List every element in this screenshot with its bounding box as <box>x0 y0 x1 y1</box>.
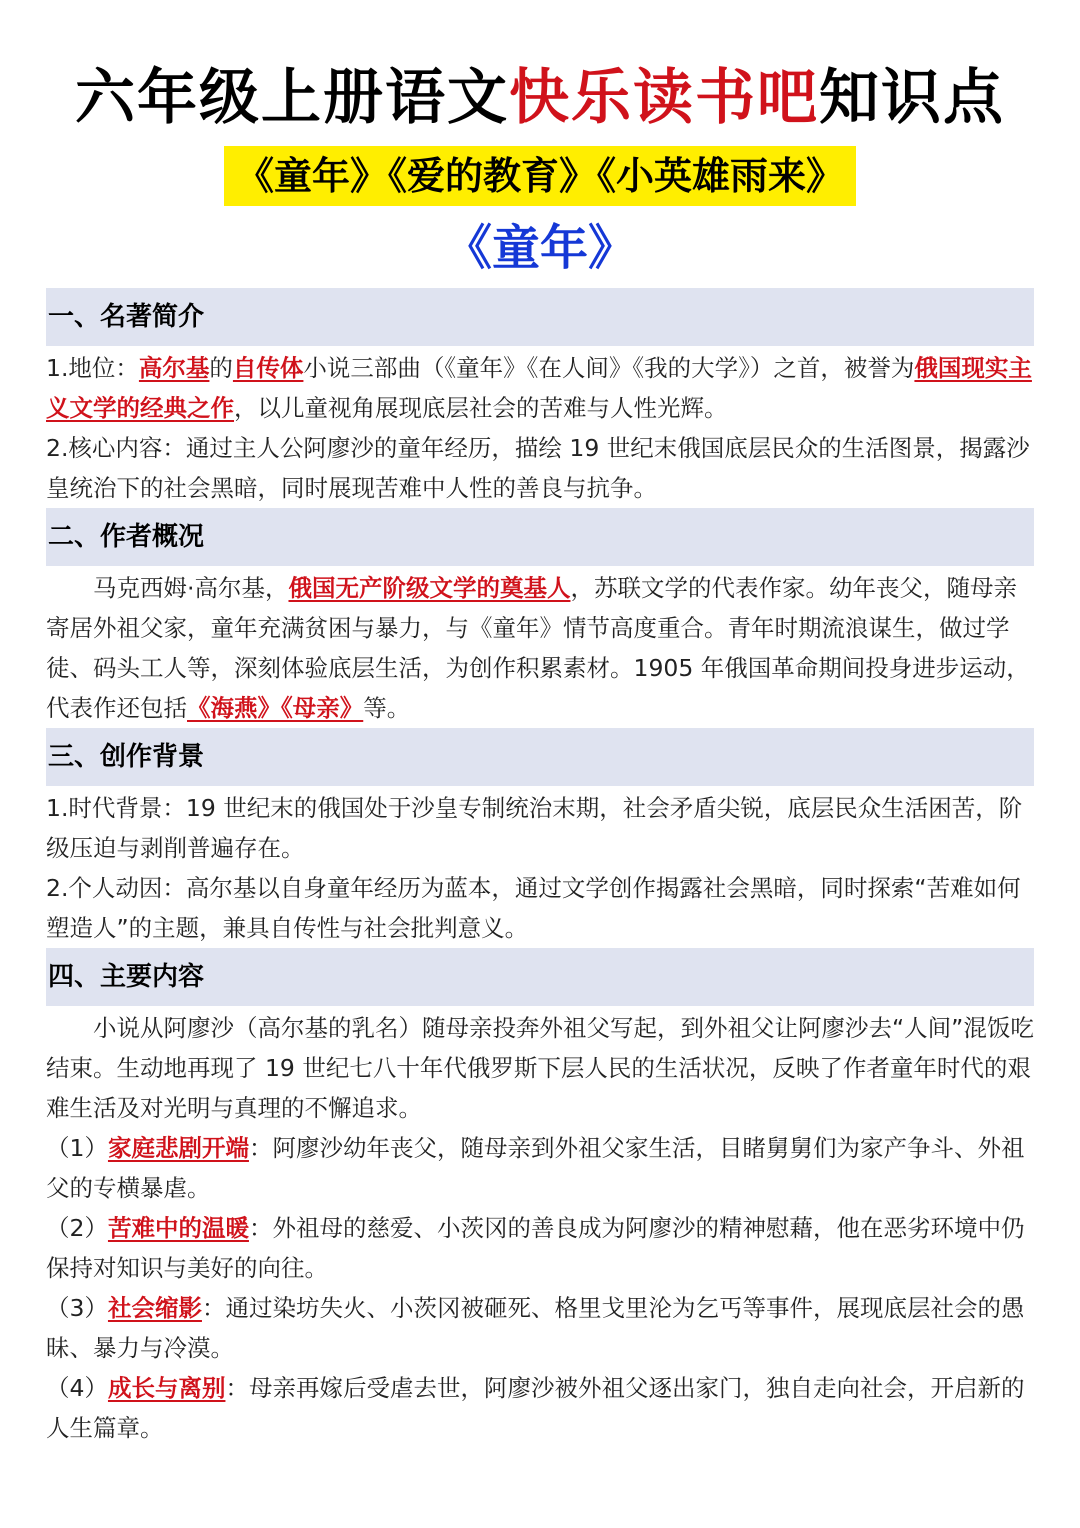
text: 马克西姆·高尔基， <box>93 574 289 602</box>
title-part2: 知识点 <box>819 63 1005 133</box>
books-banner: 《童年》《爱的教育》《小英雄雨来》 <box>224 146 856 206</box>
highlight-text: 俄国无产阶级文学的奠基人 <box>288 574 571 602</box>
title-part1: 六年级上册语文 <box>75 63 509 133</box>
background-era-paragraph: 1.时代背景：19 世纪末的俄国处于沙皇专制统治末期，社会矛盾尖锐，底层民众生活困苦，阶级压迫与剥削普遍存在。 <box>46 794 1023 862</box>
text: ，苏联文学的代表作家。幼年丧父，随母亲寄居外祖父家，童年充满贫困与暴力，与《童年》情节高度重合。青年时期流浪谋生，做过学徒、码头工人等，深刻体验底层生活，为创作积累素材。1905 年俄国革命期间投身进步运动，代表作还包括 <box>46 574 1030 722</box>
highlight-text: 自传体 <box>232 354 304 382</box>
section-body-background <box>46 788 1034 948</box>
section-body-intro <box>46 348 1034 508</box>
text: ：母亲再嫁后受虐去世，阿廖沙被外祖父逐出家门，独自走向社会，开启新的人生篇章。 <box>46 1374 1025 1442</box>
section-heading-intro: 一、名著简介 <box>46 288 1034 346</box>
text: 1.地位： <box>46 354 139 382</box>
books-banner-wrap <box>0 146 1080 206</box>
section-body-author <box>46 568 1034 728</box>
highlight-text: 苦难中的温暖 <box>107 1214 249 1242</box>
highlight-text: 《海燕》《母亲》 <box>187 694 364 722</box>
author-paragraph <box>46 568 1034 728</box>
text: ：阿廖沙幼年丧父，随母亲到外祖父家生活，目睹舅舅们为家产争斗、外祖父的专横暴虐。 <box>46 1134 1025 1202</box>
title-highlight: 快乐读书吧 <box>509 63 819 133</box>
list-item <box>46 1128 1034 1208</box>
item-number: （4） <box>46 1374 108 1402</box>
content-intro-paragraph: 小说从阿廖沙（高尔基的乳名）随母亲投奔外祖父写起，到外祖父让阿廖沙去“人间”混饭吃结束。生动地再现了 19 世纪七八十年代俄罗斯下层人民的生活状况，反映了作者童年时代的艰难生活及对光明与真理的不懈追求。 <box>46 1014 1034 1122</box>
highlight-text: 家庭悲剧开端 <box>107 1134 249 1162</box>
intro-status-paragraph <box>46 348 1034 428</box>
highlight-text: 俄国现实主义文学的经典之作 <box>46 354 1032 422</box>
text: 小说三部曲（《童年》《在人间》《我的大学》）之首，被誉为 <box>303 354 915 382</box>
text: 等。 <box>363 694 411 722</box>
list-item <box>46 1368 1034 1448</box>
text: 的 <box>209 354 233 382</box>
item-number: （3） <box>46 1294 108 1322</box>
item-number: （1） <box>46 1134 108 1162</box>
list-item <box>46 1288 1034 1368</box>
text: ，以儿童视角展现底层社会的苦难与人性光辉。 <box>234 394 728 422</box>
page-title <box>0 62 1080 134</box>
section-heading-content: 四、主要内容 <box>46 948 1034 1006</box>
intro-core-paragraph: 2.核心内容：通过主人公阿廖沙的童年经历，描绘 19 世纪末俄国底层民众的生活图景，揭露沙皇统治下的社会黑暗，同时展现苦难中人性的善良与抗争。 <box>46 434 1030 502</box>
list-item <box>46 1208 1034 1288</box>
highlight-text: 成长与离别 <box>107 1374 226 1402</box>
text: ：外祖母的慈爱、小茨冈的善良成为阿廖沙的精神慰藉，他在恶劣环境中仍保持对知识与美好的向往。 <box>46 1214 1025 1282</box>
text: ：通过染坊失火、小茨冈被砸死、格里戈里沦为乞丐等事件，展现底层社会的愚昧、暴力与冷漠。 <box>46 1294 1025 1362</box>
book-title: 《童年》 <box>443 220 636 276</box>
background-personal-paragraph: 2.个人动因：高尔基以自身童年经历为蓝本，通过文学创作揭露社会黑暗，同时探索“苦难如何塑造人”的主题，兼具自传性与社会批判意义。 <box>46 874 1021 942</box>
highlight-text: 社会缩影 <box>107 1294 202 1322</box>
section-heading-author: 二、作者概况 <box>46 508 1034 566</box>
item-number: （2） <box>46 1214 108 1242</box>
section-heading-background: 三、创作背景 <box>46 728 1034 786</box>
highlight-text: 高尔基 <box>138 354 210 382</box>
section-body-content <box>46 1008 1034 1448</box>
